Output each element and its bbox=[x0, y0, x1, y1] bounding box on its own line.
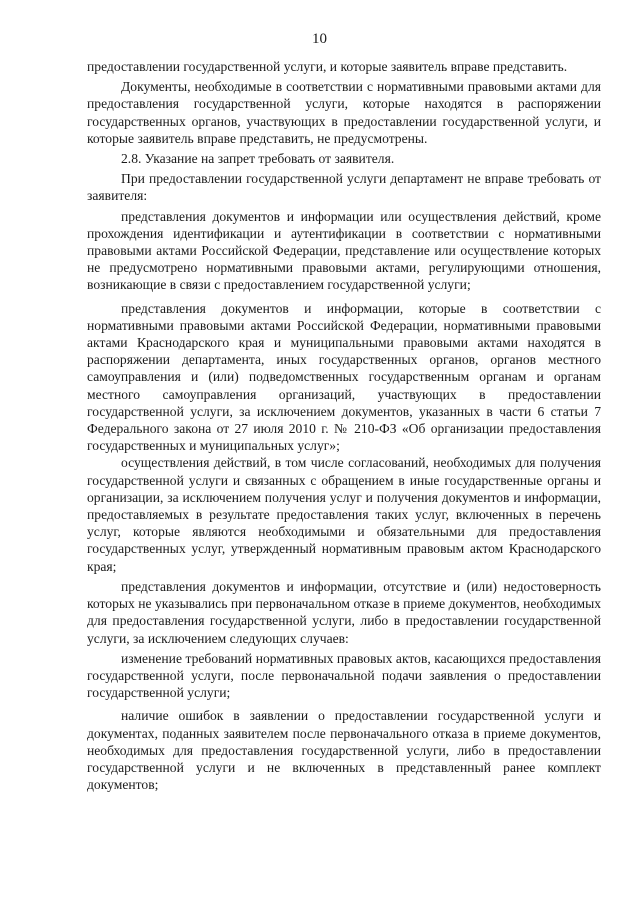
list-item-documents-in-possession: представления документов и информации, которые в соответствии с нормативными правовыми актами Российской Федерации, нормативными правовыми актами Краснодарского края и муниципальными правовыми актами находятся в распоряжении департамента, иных государственных органов, органов местного самоуправления и (или) подведомственных государственным органам и органам местного самоуправления организаций, участвующих в предоставлении государственной услуги, за исключением документов, указанных в части 6 статьи 7 Федерального закона от 27 июля 2010 г. № 210-ФЗ «Об организации предоставления государственных и муниципальных услуг»; bbox=[87, 300, 601, 454]
list-item-requirements-change: изменение требований нормативных правовых актов, касающихся предоставления государственной услуги, после первоначальной подачи заявления о предоставлении государственной услуги; bbox=[87, 650, 601, 701]
list-item-actions-approvals: осуществления действий, в том числе согласований, необходимых для получения государственной услуги и связанных с обращением в иные государственные органы и организации, за исключением получения услуг и получения документов и информации, предоставляемых в результате предоставления таких услуг, включенных в перечень услуг, которые являются необходимыми и обязательными для предоставления государственных услуг, утвержденный нормативным правовым актом Краснодарского края; bbox=[87, 455, 601, 574]
paragraph-continuation: предоставлении государственной услуги, и которые заявитель вправе представить. bbox=[87, 59, 568, 74]
list-item-errors-in-application: наличие ошибок в заявлении о предоставлении государственной услуги и документах, поданных заявителем после первоначального отказа в приеме документов, необходимых для предоставления государственной услуги, либо в предоставлении государственной услуги и не включенных в представленный ранее комплект документов; bbox=[87, 708, 601, 793]
page-number: 10 bbox=[312, 31, 327, 47]
document-body bbox=[87, 58, 601, 793]
list-item-documents-refusal: представления документов и информации, отсутствие и (или) недостоверность которых не указывались при первоначальном отказе в приеме документов, необходимых для предоставления государственной услуги, либо в предоставлении государственной услуги, за исключением следующих случаев: bbox=[87, 578, 601, 646]
list-item-documents-actions: представления документов и информации или осуществления действий, кроме прохождения идентификации и аутентификации в соответствии с нормативными правовыми актами Российской Федерации, представление или осуществление которых не предусмотрено нормативными правовыми актами, регулирующими отношения, возникающие в связи с предоставлением государственной услуги; bbox=[87, 208, 601, 293]
section-heading-2-8: 2.8. Указание на запрет требовать от заявителя. bbox=[121, 151, 395, 167]
paragraph-documents-not-provided: Документы, необходимые в соответствии с нормативными правовыми актами для предоставления государственной услуги, которые находятся в распоряжении государственных органов, участвующих в предоставлении государственной услуги, и которые заявитель вправе представить, не предусмотрены. bbox=[87, 79, 601, 146]
paragraph-prohibition-intro: При предоставлении государственной услуги департамент не вправе требовать от заявителя: bbox=[87, 171, 601, 204]
